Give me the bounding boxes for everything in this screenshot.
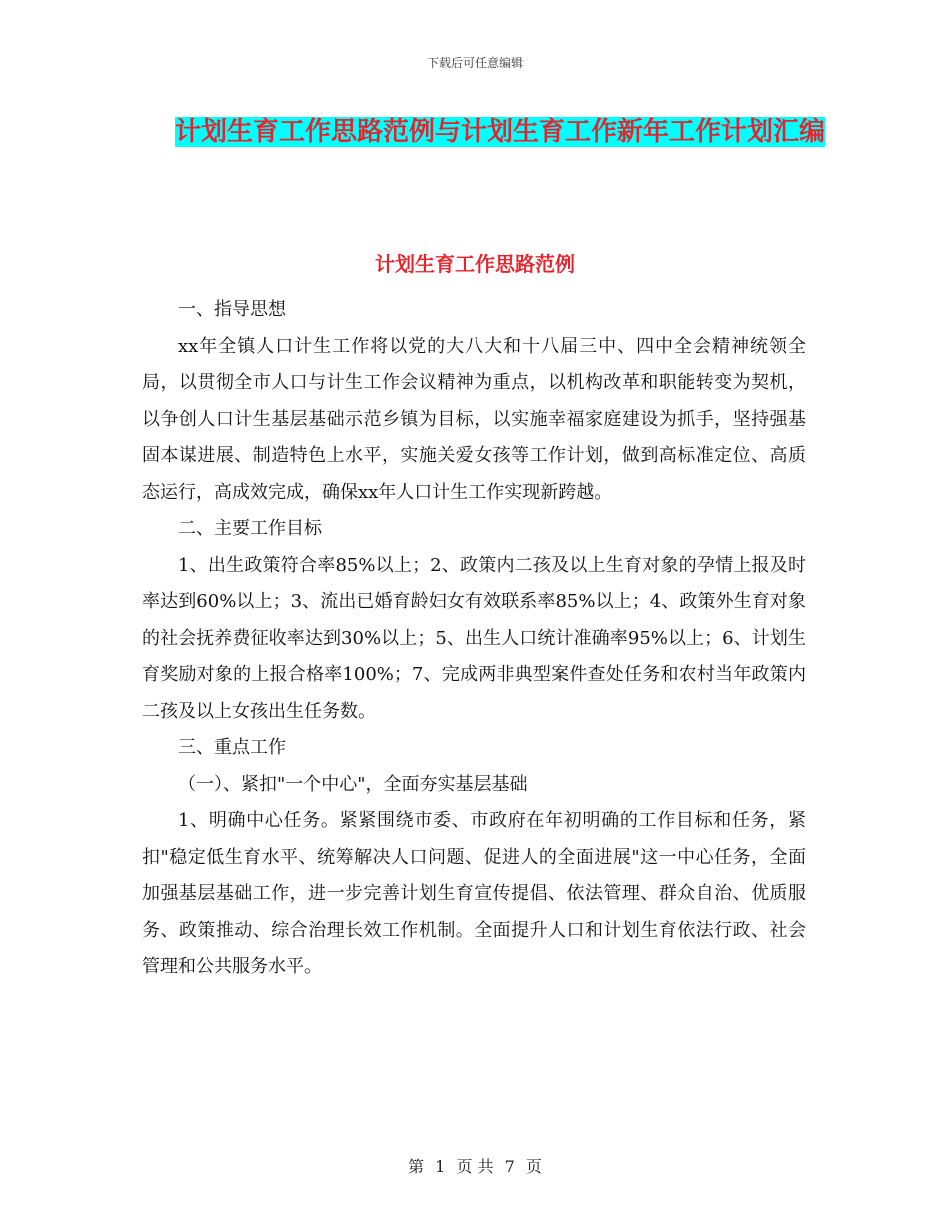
page-total: 7 (504, 1157, 515, 1176)
paragraph-guiding-ideology: xx年全镇人口计生工作将以党的大八大和十八届三中、四中全会精神统领全局，以贯彻全市人口与计生工作会议精神为重点，以机构改革和职能转变为契机，以争创人口计生基层基础示范乡镇为目标，以实施幸福家庭建设为抓手，坚持强基固本谋进展、制造特色上水平，实施关爱女孩等工作计划，做到高标准定位、高质态运行，高成效完成，确保xx年人口计生工作实现新跨越。 (142, 335, 806, 503)
document-body (142, 292, 806, 986)
document-title (140, 108, 860, 156)
heading-main-goals: 二、主要工作目标 (178, 518, 322, 539)
paragraph-main-goals: 1、出生政策符合率85%以上；2、政策内二孩及以上生育对象的孕情上报及时率达到60%以上；3、流出已婚育龄妇女有效联系率85%以上；4、政策外生育对象的社会抚养费征收率达到30%以上；5、出生人口统计准确率95%以上；6、计划生育奖励对象的上报合格率100%；7、完成两非典型案件查处任务和农村当年政策内二孩及以上女孩出生任务数。 (142, 554, 806, 722)
page-footer (0, 1154, 950, 1177)
subheading-one-center: （一）、紧扣"一个中心"，全面夯实基层基础 (178, 773, 528, 795)
header-note: 下载后可任意编辑 (426, 56, 523, 70)
document-title-text: 计划生育工作思路范例与计划生育工作新年工作计划汇编 (174, 117, 825, 147)
page-number: 1 (435, 1157, 446, 1176)
page-mid: 页 共 (456, 1157, 494, 1176)
heading-key-work: 三、重点工作 (178, 737, 286, 758)
section-title: 计划生育工作思路范例 (375, 252, 575, 276)
page-suffix: 页 (525, 1157, 542, 1176)
heading-guiding-ideology: 一、指导思想 (178, 299, 286, 320)
paragraph-central-task: 1、明确中心任务。紧紧围绕市委、市政府在年初明确的工作目标和任务，紧扣"稳定低生育水平、统筹解决人口问题、促进人的全面进展"这一中心任务，全面加强基层基础工作，进一步完善计划生育宣传提倡、依法管理、群众自治、优质服务、政策推动、综合治理长效工作机制。全面提升人口和计划生育依法行政、社会管理和公共服务水平。 (142, 810, 806, 977)
page-prefix: 第 (408, 1157, 425, 1176)
